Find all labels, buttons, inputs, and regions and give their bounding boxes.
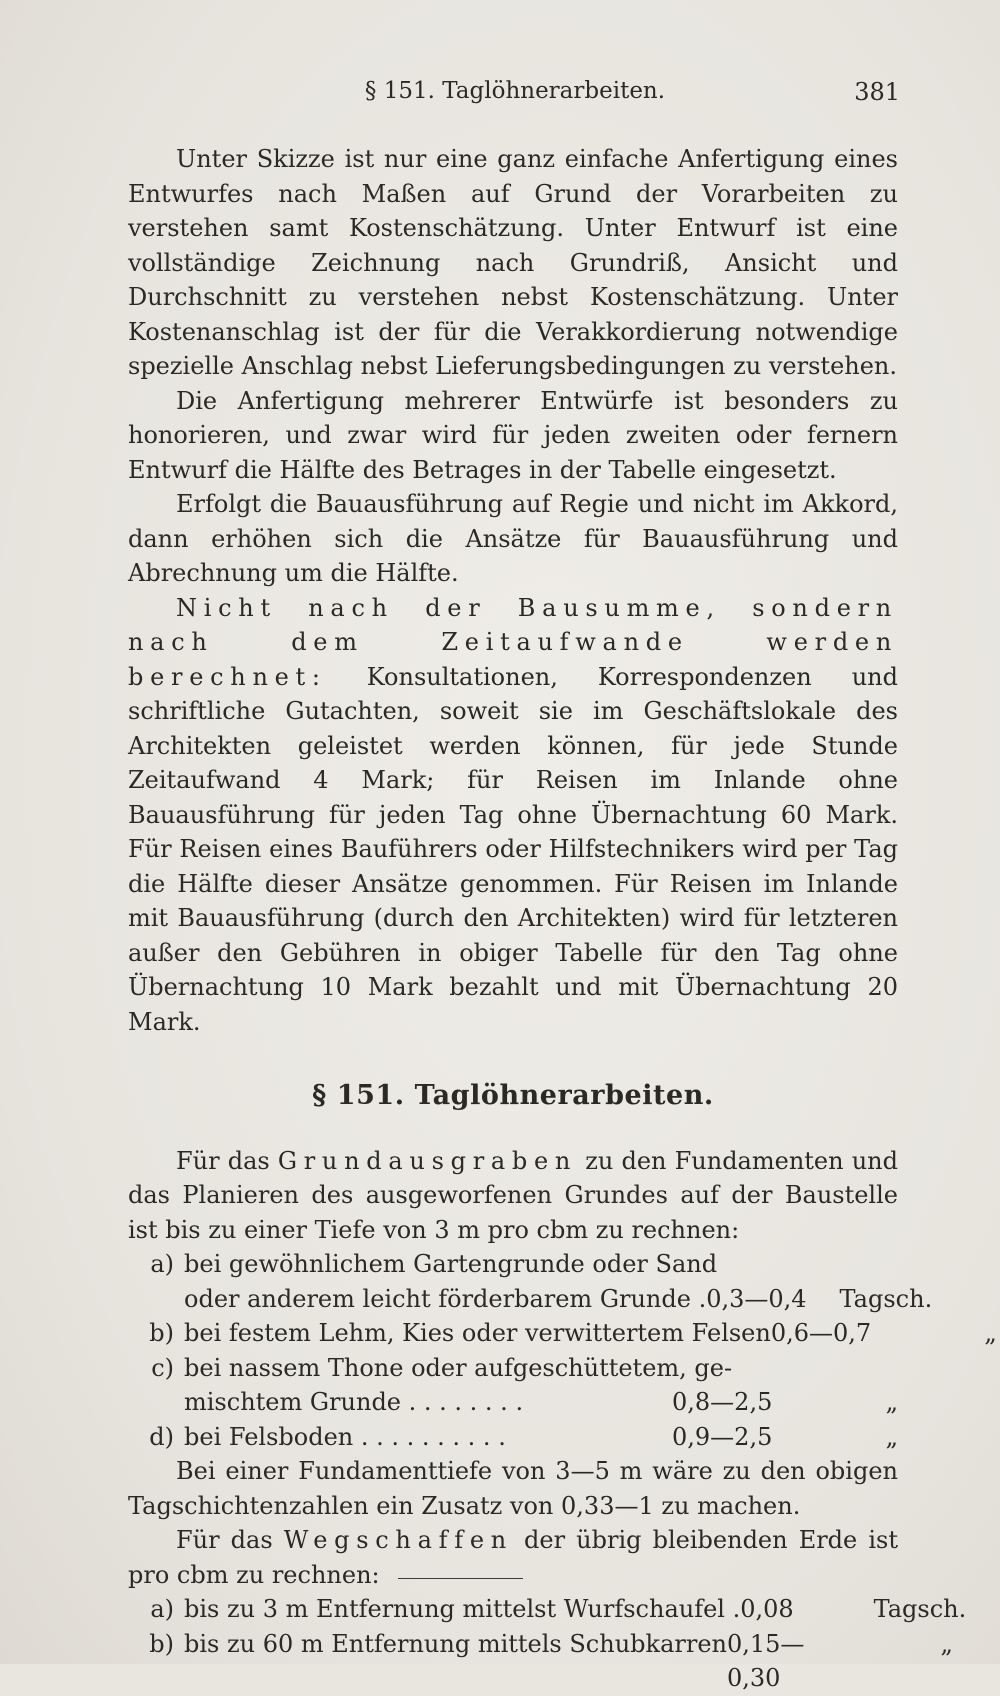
item-label: b) [149, 1629, 174, 1658]
item-label: a) [150, 1250, 174, 1278]
item-value: 0,15—0,30 [726, 1629, 805, 1692]
paragraph-lead: Für das [176, 1526, 284, 1554]
item-unit: Tagsch. [839, 1284, 933, 1313]
paragraph-wegschaffen [128, 1523, 898, 1592]
closing-rule [398, 1578, 523, 1579]
item-text: bei gewöhnlichem Gartengrunde oder Sand [184, 1250, 718, 1278]
list-item [128, 1247, 898, 1282]
item-label: d) [149, 1422, 174, 1451]
item-text: bei Felsboden . . . . . . . . . . [184, 1422, 506, 1451]
weg-list [128, 1592, 967, 1692]
paragraph-text: zu den Fundamenten und das Planieren des ausgeworfenen Grundes auf der Baustelle ist bis zu einer Tiefe von 3 m pro cbm zu rechnen: [128, 1146, 898, 1244]
item-value: 0,08 [740, 1595, 794, 1623]
item-label: b) [149, 1319, 174, 1347]
spaced-term: Grundausgraben [277, 1146, 578, 1175]
item-unit: „ [885, 1422, 898, 1451]
item-value: 0,8—2,5 [672, 1388, 773, 1416]
paragraph-fundamenttiefe: Bei einer Fundamenttiefe von 3—5 m wäre zu den obigen Tagschichtenzahlen ein Zusatz von 0,33—1 zu machen. [128, 1457, 898, 1520]
paragraph-text: Konsultationen, Korrespondenzen und schriftliche Gutachten, soweit sie im Geschäftslokale des Architekten geleistet werden können, für jede Stunde Zeitaufwand 4 Mark; für Reisen im Inlande ohne Bauausführung für jeden Tag ohne Übernachtung 60 Mark. Für Reisen eines Bauführers oder Hilfstechnikers wird per Tag die Hälfte dieser Ansätze genommen. Für Reisen im Inlande mit Bauausführung (durch den Architekten) wird für letzteren außer den Gebühren in obiger Tabelle für den Tag ohne Übernachtung 10 Mark bezahlt und mit Übernachtung 20 Mark. [128, 662, 898, 1036]
list-item [128, 1316, 997, 1351]
item-text: bei nassem Thone oder aufgeschüttetem, ge- [184, 1353, 733, 1382]
list-item [128, 1351, 898, 1386]
item-text: bis zu 3 m Entfernung mittelst Wurfschaufel . [184, 1595, 741, 1623]
list-item [128, 1385, 898, 1420]
item-text: oder anderem leicht förderbarem Grunde . [184, 1284, 707, 1313]
paragraph-regie: Erfolgt die Bauausführung auf Regie und nicht im Akkord, dann erhöhen sich die Ansätze für Bauausführung und Abrechnung um die Hälfte. [128, 490, 898, 587]
grund-list [128, 1247, 997, 1454]
list-item [128, 1282, 933, 1317]
list-item [128, 1627, 953, 1692]
item-unit: „ [940, 1629, 953, 1658]
item-text: bei festem Lehm, Kies oder verwittertem Felsen [184, 1319, 771, 1347]
list-item [128, 1592, 967, 1627]
paragraph-lead: Für das [176, 1146, 278, 1175]
list-item [128, 1420, 898, 1455]
paragraph-entwuerfe: Die Anfertigung mehrerer Entwürfe ist besonders zu honorieren, und zwar wird für jeden zweiten oder fernern Entwurf die Hälfte des Betrages in der Tabelle eingesetzt. [128, 386, 898, 484]
page-number: 381 [854, 78, 900, 106]
item-value: 0,3—0,4 [706, 1284, 807, 1313]
section-heading: § 151. Taglöhnerarbeiten. [312, 1080, 714, 1111]
page-body [128, 142, 997, 1692]
paragraph-text: der übrig bleibenden Erde ist pro cbm zu rechnen: [128, 1526, 898, 1589]
paragraph-grundausgraben [128, 1144, 898, 1248]
item-text: bis zu 60 m Entfernung mittels Schubkarren [184, 1629, 727, 1658]
item-text: mischtem Grunde . . . . . . . . [184, 1388, 524, 1416]
running-head-title: § 151. Taglöhnerarbeiten. [364, 78, 666, 104]
item-label: c) [151, 1353, 174, 1382]
item-label: a) [150, 1595, 174, 1623]
item-unit: „ [984, 1319, 997, 1347]
item-unit: „ [885, 1388, 898, 1416]
paragraph-skizze: Unter Skizze ist nur eine ganz einfache Anfertigung eines Entwurfes nach Maßen auf Grund der Vorarbeiten zu verstehen samt Kostenschätzung. Unter Entwurf ist eine vollständige Zeichnung nach Grundriß, Ansicht und Durchschnitt zu verstehen nebst Kostenschätzung. Unter Kostenanschlag ist der für die Verakkordierung notwendige spezielle Anschlag nebst Lieferungsbedingungen zu verstehen. [128, 145, 898, 380]
spaced-lead: Nicht nach der Bausumme, sondern nach dem Zeitaufwande werden berechnet: [128, 593, 898, 691]
running-head [130, 78, 900, 108]
paragraph-zeitaufwand [128, 591, 898, 1040]
item-value: 0,9—2,5 [672, 1422, 773, 1451]
item-value: 0,6—0,7 [770, 1319, 872, 1347]
item-unit: Tagsch. [873, 1595, 967, 1623]
spaced-term: Wegschaffen [283, 1526, 513, 1554]
